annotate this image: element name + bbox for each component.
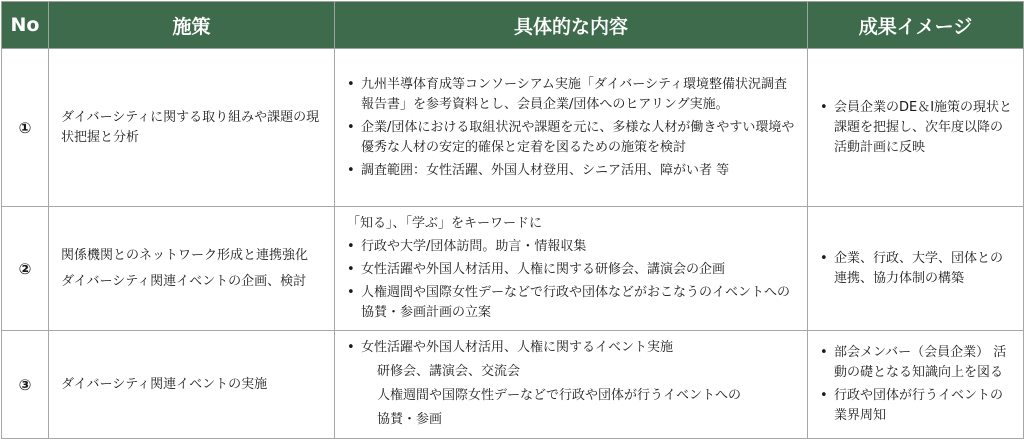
row-number: ③ <box>2 331 49 439</box>
measure-text: ダイバーシティ関連イベントの実施 <box>61 376 268 392</box>
result-cell <box>808 49 1024 207</box>
detail-bullet: • 九州半導体育成等コンソーシアム実施「ダイバーシティ環境整備状況調査報告書」を参考資料とし、会員企業/団体へのヒアリング実施。 <box>347 75 797 115</box>
measure-cell <box>49 49 335 207</box>
header-detail: 具体的な内容 <box>335 2 808 49</box>
header-result: 成果イメージ <box>808 2 1024 49</box>
detail-bullet: • 調査範囲：女性活躍、外国人材登用、シニア活用、障がい者 等 <box>347 161 797 181</box>
detail-bullet: • 企業/団体における取組状況や課題を元に、多様な人材が働きやすい環境や優秀な人材の安定的確保と定着を図るための施策を検討 <box>347 118 797 158</box>
row-number: ② <box>2 207 49 331</box>
result-cell <box>808 207 1024 331</box>
result-cell <box>808 331 1024 439</box>
header-row <box>2 2 1024 49</box>
detail-intro: 「知る」、「学ぶ」をキーワードに <box>347 215 543 231</box>
detail-subitem: 協賛・参画 <box>377 412 443 427</box>
result-bullet: • 会員企業のDE＆I施策の現状と課題を把握し、次年度以降の活動計画に反映 <box>820 98 1013 158</box>
measure-text: 関係機関とのネットワーク形成と連携強化 <box>61 247 309 263</box>
table-row <box>2 331 1024 439</box>
detail-bullet: • 行政や大学/団体訪問。助言・情報収集 <box>347 237 797 257</box>
header-no: No <box>2 2 49 49</box>
measure-cell <box>49 331 335 439</box>
detail-bullet: • 女性活躍や外国人材活用、人権に関する研修会、講演会の企画 <box>347 260 797 280</box>
detail-cell <box>335 207 808 331</box>
result-bullet: • 行政や団体が行うイベントの業界周知 <box>820 386 1013 426</box>
detail-subitem: 人権週間や国際女性デーなどで行政や団体が行うイベントへの <box>377 388 742 403</box>
measures-table <box>1 1 1024 439</box>
table-row <box>2 49 1024 207</box>
result-bullet: • 企業、行政、大学、団体との連携、協力体制の構築 <box>820 249 1013 289</box>
detail-cell <box>335 49 808 207</box>
detail-cell <box>335 331 808 439</box>
measure-text: ダイバーシティに関する取り組みや課題の現状把握と分析 <box>61 109 320 145</box>
row-number: ① <box>2 49 49 207</box>
detail-subitem: 研修会、講演会、交流会 <box>377 364 521 379</box>
header-measure: 施策 <box>49 2 335 49</box>
result-bullet: • 部会メンバー（会員企業） 活動の礎となる知識向上を図る <box>820 343 1013 383</box>
table-row <box>2 207 1024 331</box>
measure-cell <box>49 207 335 331</box>
measure-text: ダイバーシティ関連イベントの企画、検討 <box>61 273 307 289</box>
detail-bullet: • 人権週間や国際女性デーなどで行政や団体などがおこなうのイベントへの協賛・参画計画の立案 <box>347 283 797 323</box>
detail-bullet: • 女性活躍や外国人材活用、人権に関するイベント実施 <box>347 338 797 358</box>
